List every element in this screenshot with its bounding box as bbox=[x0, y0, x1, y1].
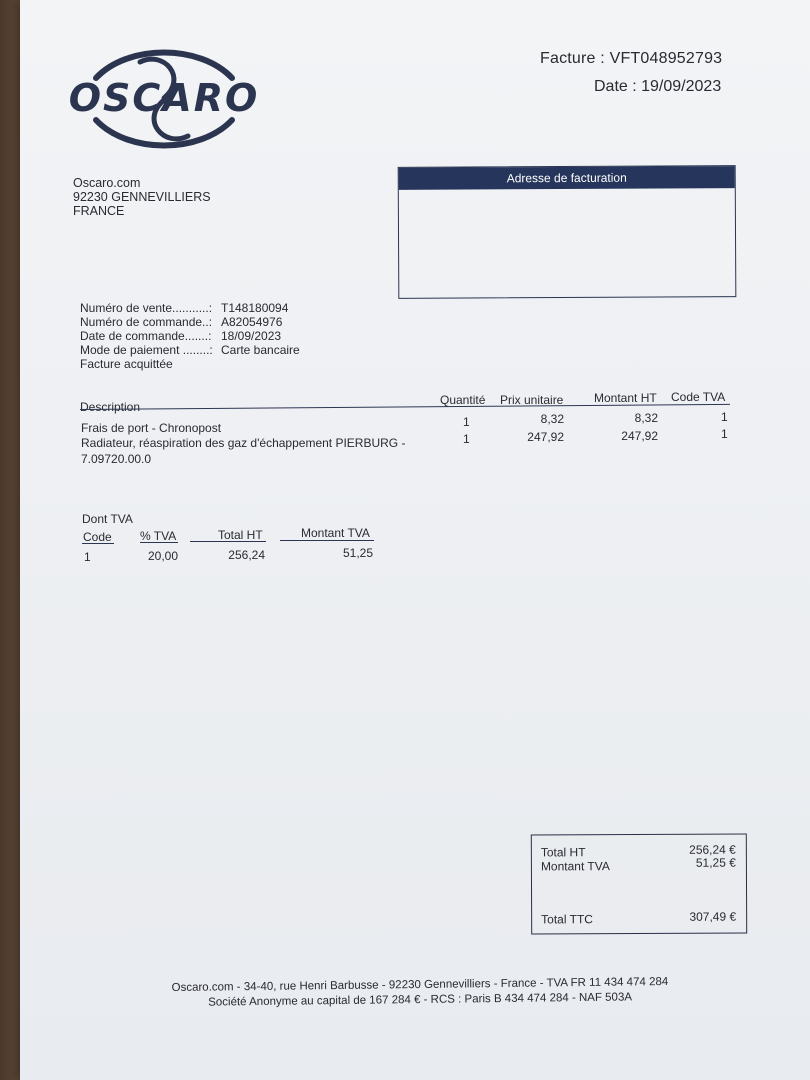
meta-value: A82054976 bbox=[221, 315, 283, 329]
invoice-number: Facture : VFT048952793 bbox=[540, 50, 723, 67]
footer-line-1: Oscaro.com - 34-40, rue Henri Barbusse - 92230 Gennevilliers - France - TVA FR 11 434 474 284 bbox=[171, 975, 669, 995]
company-line-1: Oscaro.com bbox=[73, 176, 141, 190]
row-1-amount: 8,32 bbox=[634, 411, 658, 425]
meta-value: T148180094 bbox=[221, 301, 289, 315]
row-2-amount: 247,92 bbox=[621, 429, 658, 443]
invoice-date: Date : 19/09/2023 bbox=[594, 78, 722, 95]
total-ttc-value: 307,49 € bbox=[689, 909, 737, 924]
row-1-qty: 1 bbox=[463, 415, 470, 429]
meta-label: Mode de paiement ........: bbox=[80, 343, 213, 357]
col-header-vat-code: Code TVA bbox=[671, 390, 726, 404]
total-ht-value: 256,24 € bbox=[689, 842, 736, 857]
meta-value: 18/09/2023 bbox=[221, 329, 282, 343]
row-2-qty: 1 bbox=[463, 432, 470, 446]
tva-rule-total bbox=[190, 541, 266, 542]
col-header-amount-ht: Montant HT bbox=[594, 391, 657, 405]
meta-label: Numéro de vente...........: bbox=[80, 301, 213, 315]
col-header-quantity: Quantité bbox=[440, 393, 486, 407]
tva-header-code: Code bbox=[83, 530, 112, 544]
row-2-vat-code: 1 bbox=[721, 427, 728, 441]
logo-wordmark: OSCARO bbox=[68, 76, 260, 120]
company-address bbox=[73, 176, 211, 218]
total-ht-label: Total HT bbox=[540, 845, 586, 860]
total-ttc-label: Total TTC bbox=[541, 912, 593, 927]
meta-order-date bbox=[80, 329, 300, 343]
meta-label: Date de commande.......: bbox=[80, 329, 212, 343]
meta-value: Carte bancaire bbox=[221, 343, 300, 357]
tva-row-rate: 20,00 bbox=[147, 549, 178, 563]
tva-rule-code bbox=[82, 543, 114, 544]
oscaro-logo bbox=[68, 48, 260, 150]
meta-order-number bbox=[80, 315, 300, 329]
row-1-description: Frais de port - Chronopost bbox=[81, 421, 222, 435]
total-tva-value: 51,25 € bbox=[695, 855, 736, 870]
row-2-unit-price: 247,92 bbox=[527, 430, 564, 444]
row-1-vat-code: 1 bbox=[721, 410, 728, 424]
tva-header-rate: % TVA bbox=[140, 529, 177, 543]
col-header-description: Description bbox=[80, 400, 141, 414]
tva-header-total-ht: Total HT bbox=[218, 528, 263, 542]
paid-note: Facture acquittée bbox=[80, 357, 173, 371]
billing-address-box bbox=[398, 165, 737, 299]
company-line-3: FRANCE bbox=[73, 204, 125, 218]
meta-sale-number bbox=[80, 301, 300, 315]
tva-row-amount: 51,25 bbox=[342, 546, 373, 560]
meta-payment-method bbox=[80, 343, 300, 357]
tva-title: Dont TVA bbox=[82, 512, 133, 526]
total-tva-label: Montant TVA bbox=[540, 859, 610, 874]
tva-rule-amount bbox=[280, 540, 374, 541]
company-line-2: 92230 GENNEVILLIERS bbox=[73, 190, 211, 204]
totals-box bbox=[531, 834, 747, 935]
meta-label: Numéro de commande..: bbox=[80, 315, 213, 329]
tva-row-code: 1 bbox=[84, 550, 91, 564]
row-2-description: Radiateur, réaspiration des gaz d'échappement PIERBURG - bbox=[81, 436, 406, 450]
tva-header-amount: Montant TVA bbox=[301, 526, 370, 540]
order-meta bbox=[80, 301, 300, 371]
tva-row-total-ht: 256,24 bbox=[228, 548, 265, 562]
tva-rule-rate bbox=[140, 542, 178, 543]
col-header-unit-price: Prix unitaire bbox=[500, 393, 564, 407]
row-1-unit-price: 8,32 bbox=[540, 412, 564, 426]
footer-line-2: Société Anonyme au capital de 167 284 € - RCS : Paris B 434 474 284 - NAF 503A bbox=[208, 991, 633, 1009]
billing-address-header: Adresse de facturation bbox=[399, 166, 735, 190]
row-2-description-ref: 7.09720.00.0 bbox=[81, 452, 152, 466]
